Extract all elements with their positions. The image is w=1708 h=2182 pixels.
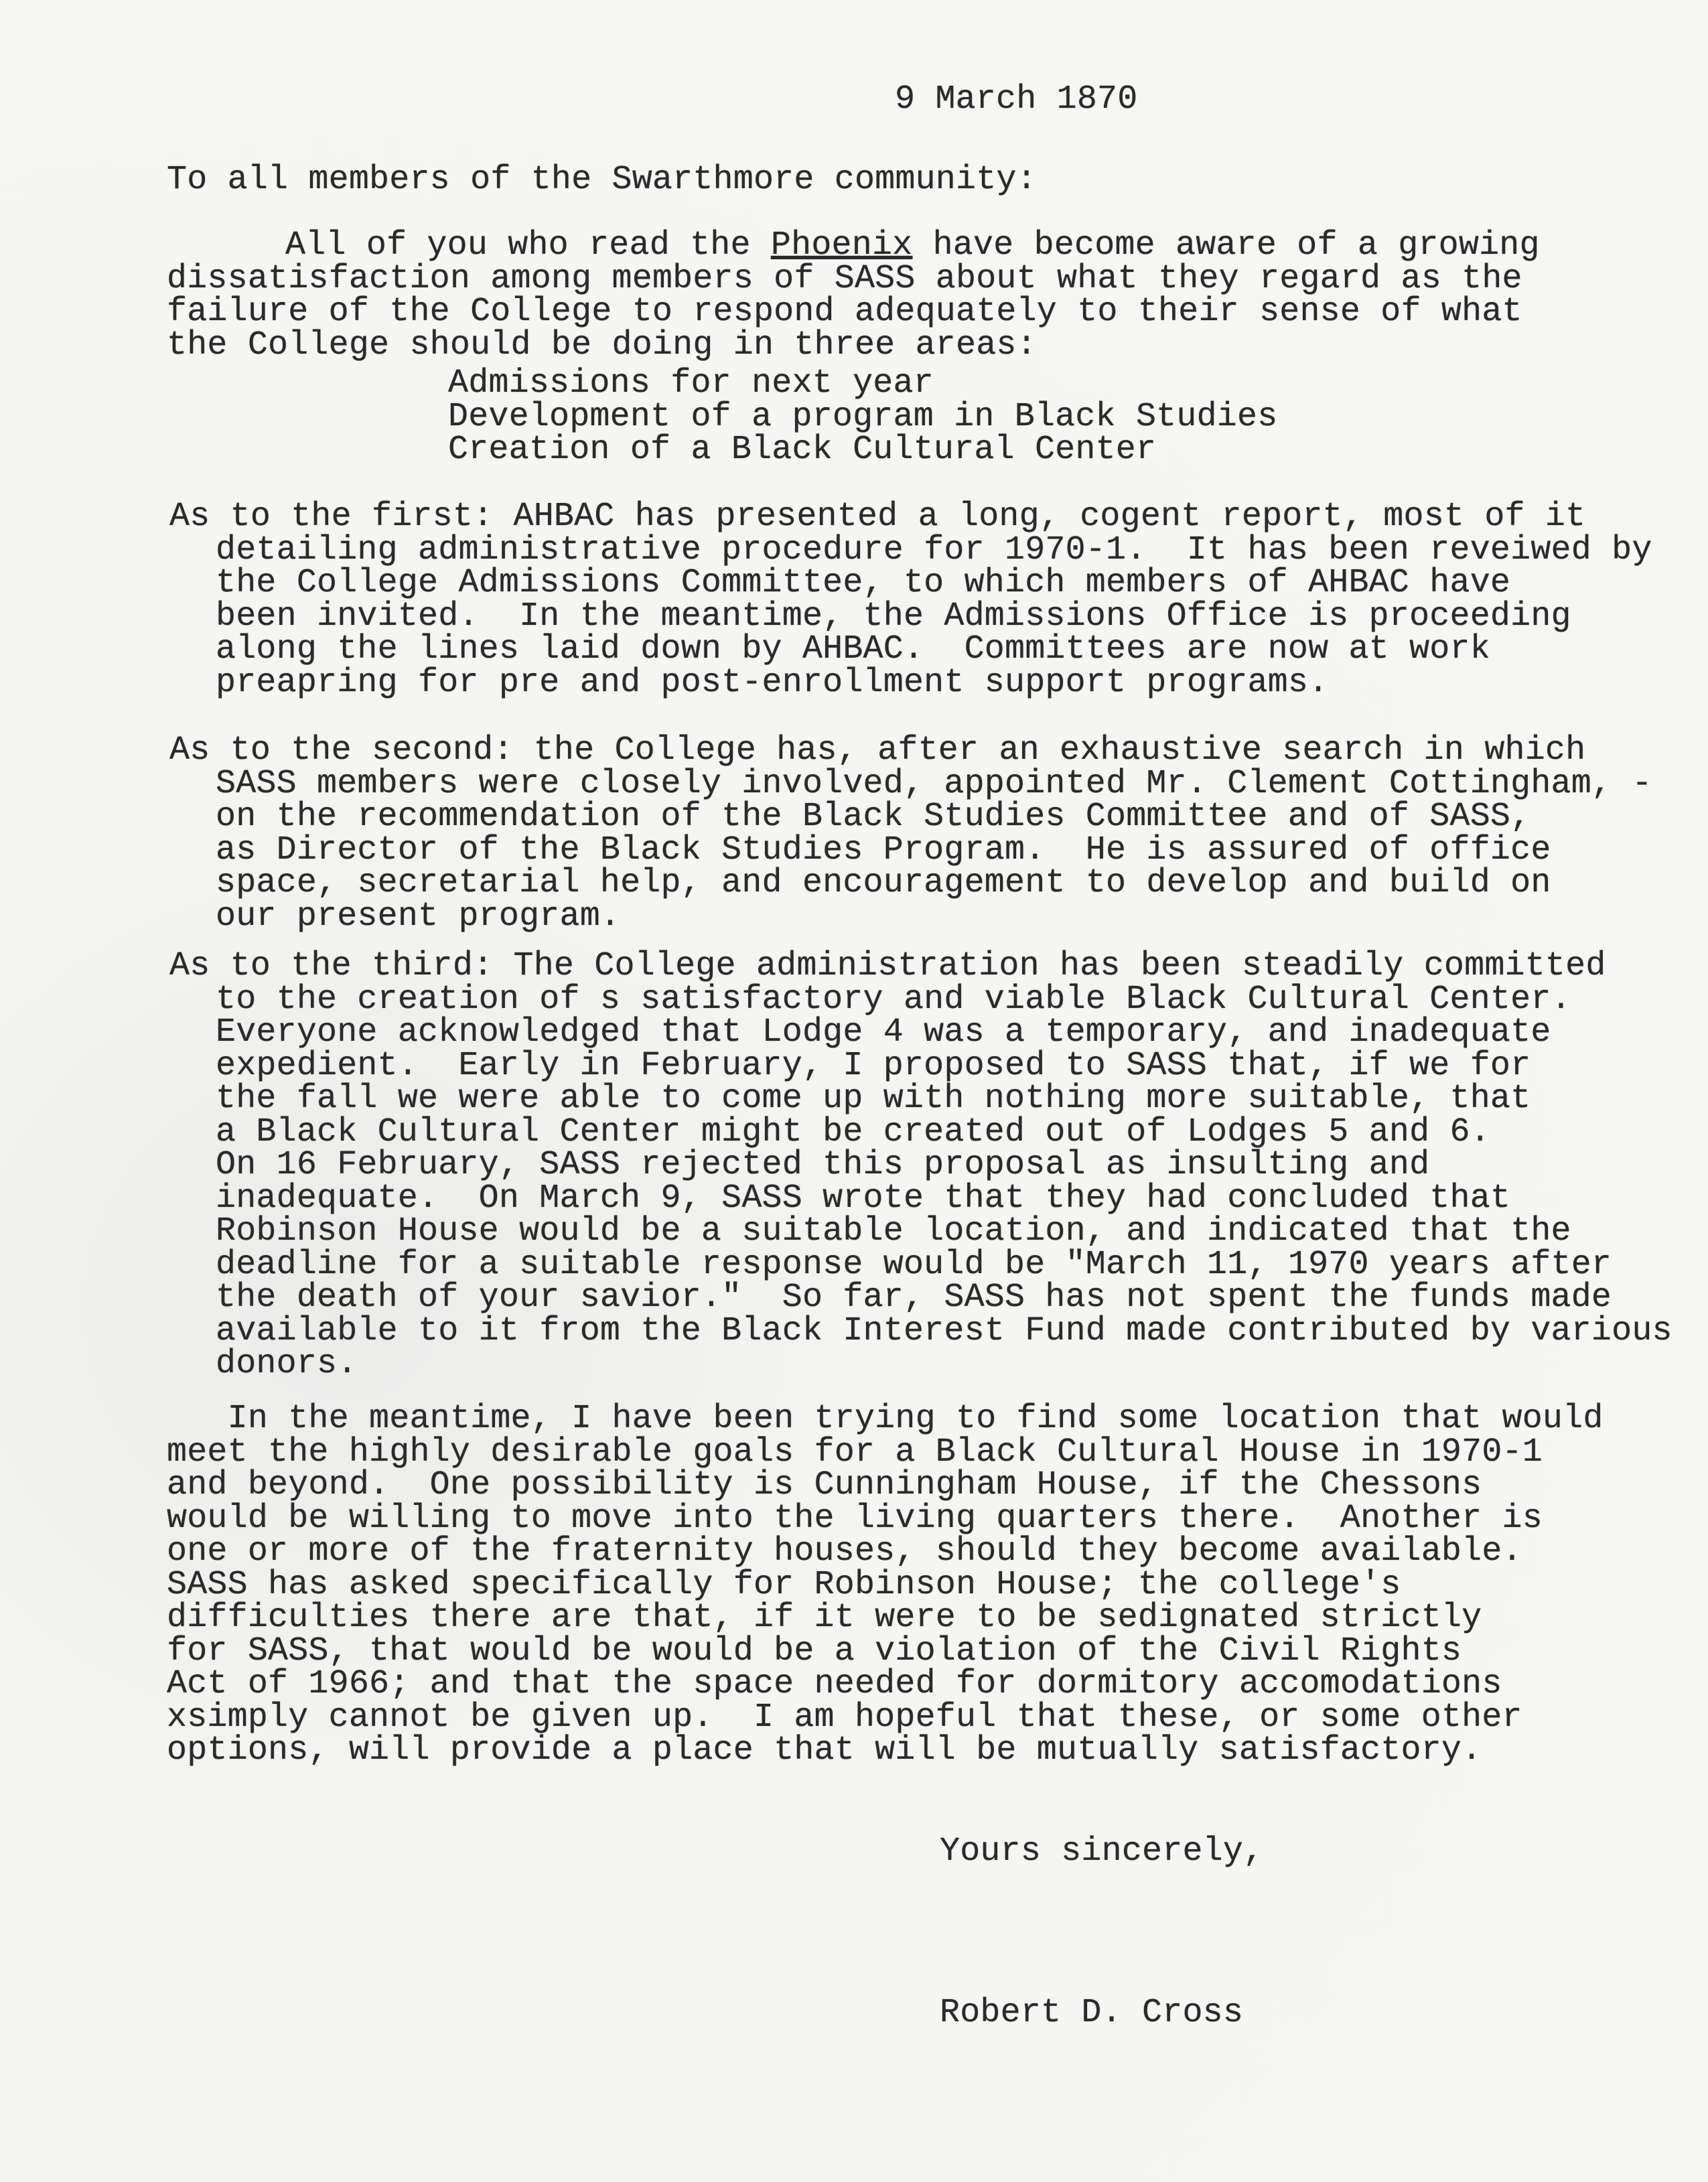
closing: Yours sincerely, bbox=[940, 1832, 1264, 1871]
paragraph-line: as Director of the Black Studies Program. He is assured of office bbox=[216, 830, 1551, 869]
paragraph-line: and beyond. One possibility is Cunningham House, if the Chessons bbox=[167, 1466, 1482, 1504]
paragraph-line: for SASS, that would be would be a violation of the Civil Rights bbox=[167, 1631, 1462, 1670]
paragraph-line: to the creation of s satisfactory and viable Black Cultural Center. bbox=[216, 980, 1571, 1019]
paragraph-line: In the meantime, I have been trying to find some location that would bbox=[167, 1400, 1604, 1438]
paragraph-line: on the recommendation of the Black Studies Committee and of SASS, bbox=[216, 798, 1531, 836]
paragraph-line: been invited. In the meantime, the Admissions Office is proceeding bbox=[216, 597, 1571, 636]
paragraph-first-area bbox=[169, 498, 1652, 702]
paragraph-line: along the lines laid down by AHBAC. Committees are now at work bbox=[216, 630, 1490, 668]
paragraph-line: deadline for a suitable response would be "March 11, 1970 years after bbox=[216, 1245, 1612, 1284]
paragraph-line bbox=[167, 226, 1540, 265]
paragraph-line: Robinson House would be a suitable location, and indicated that the bbox=[216, 1212, 1571, 1250]
letter-date: 9 March 1870 bbox=[895, 80, 1138, 119]
paragraph-line: SASS has asked specifically for Robinson House; the college's bbox=[167, 1565, 1401, 1604]
paragraph-line: Everyone acknowledged that Lodge 4 was a temporary, and inadequate bbox=[216, 1013, 1551, 1051]
phoenix-underlined: Phoenix bbox=[770, 226, 913, 265]
signature-name: Robert D. Cross bbox=[940, 1994, 1244, 2032]
paragraph-line: On 16 February, SASS rejected this proposal as insulting and bbox=[216, 1146, 1430, 1184]
paragraph-line: Act of 1966; and that the space needed for dormitory accomodations bbox=[167, 1665, 1502, 1703]
paragraph-line: the fall we were able to come up with nothing more suitable, that bbox=[216, 1080, 1531, 1118]
paragraph-line: SASS members were closely involved, appointed Mr. Clement Cottingham, - bbox=[216, 764, 1652, 803]
areas-list bbox=[448, 364, 1278, 469]
paragraph-line: failure of the College to respond adequately to their sense of what bbox=[167, 293, 1522, 331]
paragraph-line: donors. bbox=[216, 1345, 358, 1383]
paragraph-line: dissatisfaction among members of SASS about what they regard as the bbox=[167, 259, 1522, 298]
paragraph-third-area bbox=[169, 947, 1673, 1383]
paragraph-intro bbox=[167, 226, 1540, 364]
paragraph-line: meet the highly desirable goals for a Black Cultural House in 1970-1 bbox=[167, 1433, 1543, 1471]
paragraph-meantime bbox=[167, 1402, 1604, 1767]
paragraph-line: As to the third: The College administration has been steadily committed bbox=[169, 947, 1606, 985]
paragraph-line: the death of your savior." So far, SASS has not spent the funds made bbox=[216, 1279, 1612, 1317]
paragraph-line: space, secretarial help, and encouragement to develop and build on bbox=[216, 864, 1551, 902]
text-segment: All of you who read the bbox=[285, 226, 771, 265]
paragraph-line: xsimply cannot be given up. I am hopeful that these, or some other bbox=[167, 1698, 1522, 1737]
area-item: Admissions for next year bbox=[448, 364, 934, 403]
paragraph-line: difficulties there are that, if it were to be sedignated strictly bbox=[167, 1599, 1482, 1637]
paragraph-line: available to it from the Black Interest Fund made contributed by various bbox=[216, 1311, 1673, 1350]
paragraph-line: the College should be doing in three areas: bbox=[167, 325, 1037, 364]
paragraph-line: expedient. Early in February, I proposed to SASS that, if we for bbox=[216, 1046, 1531, 1085]
paragraph-line: As to the first: AHBAC has presented a long, cogent report, most of it bbox=[169, 498, 1586, 536]
paragraph-line: our present program. bbox=[216, 897, 621, 936]
paragraph-line: As to the second: the College has, after an exhaustive search in which bbox=[169, 731, 1586, 770]
paragraph-line: a Black Cultural Center might be created out of Lodges 5 and 6. bbox=[216, 1112, 1490, 1151]
paragraph-line: options, will provide a place that will be mutually satisfactory. bbox=[167, 1731, 1482, 1769]
paragraph-line: the College Admissions Committee, to which members of AHBAC have bbox=[216, 564, 1511, 602]
paragraph-line: would be willing to move into the living quarters there. Another is bbox=[167, 1499, 1543, 1538]
paragraph-line: detailing administrative procedure for 1970-1. It has been reveiwed by bbox=[216, 530, 1652, 569]
paragraph-line: inadequate. On March 9, SASS wrote that they had concluded that bbox=[216, 1179, 1511, 1218]
paragraph-line: one or more of the fraternity houses, should they become available. bbox=[167, 1532, 1522, 1571]
paragraph-second-area bbox=[169, 731, 1652, 936]
text-segment: have become aware of a growing bbox=[912, 226, 1540, 265]
salutation: To all members of the Swarthmore community: bbox=[167, 161, 1037, 199]
area-item: Development of a program in Black Studies bbox=[448, 397, 1278, 436]
paragraph-line: preapring for pre and post-enrollment support programs. bbox=[216, 663, 1329, 702]
area-item: Creation of a Black Cultural Center bbox=[448, 431, 1157, 469]
